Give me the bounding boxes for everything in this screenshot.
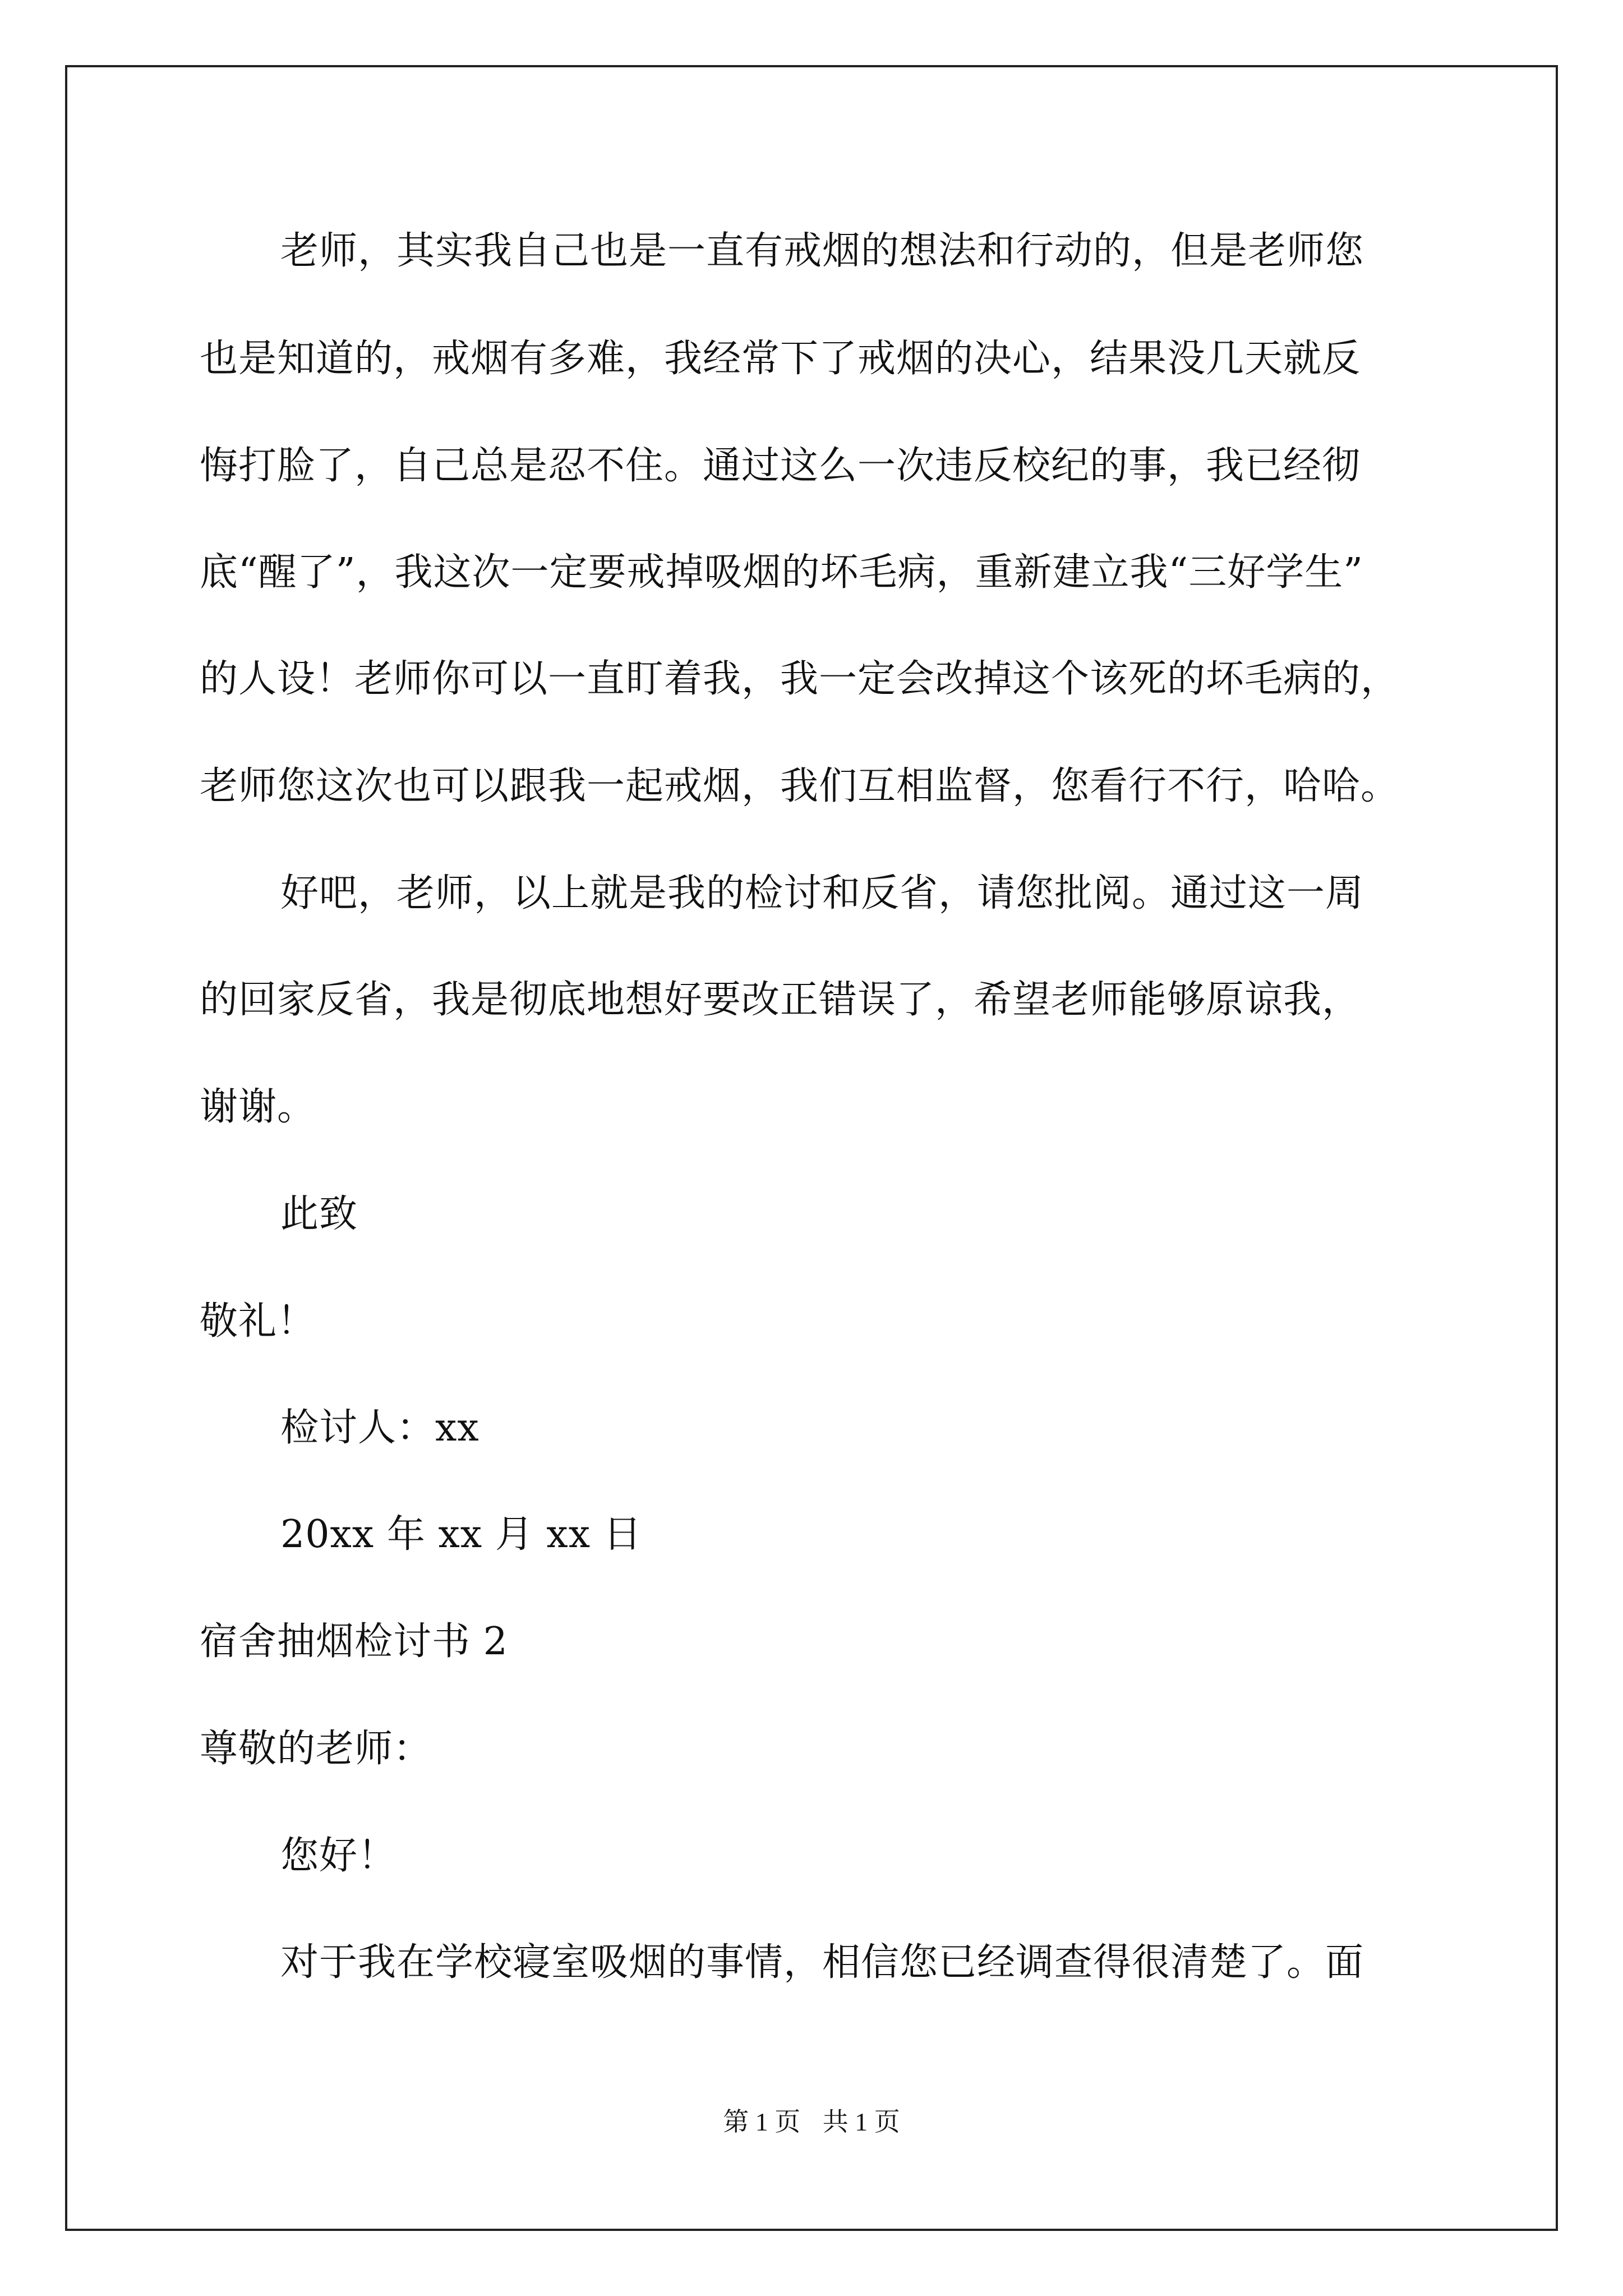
page-number-total: 共 1 页 <box>822 2108 900 2136</box>
paragraph-line: 也是知道的，戒烟有多难，我经常下了戒烟的决心，结果没几天就反 <box>200 337 1361 381</box>
paragraph-line: 老师，其实我自己也是一直有戒烟的想法和行动的，但是老师您 <box>280 229 1364 273</box>
paragraph-line: 好吧，老师，以上就是我的检讨和反省，请您批阅。通过这一周 <box>280 871 1364 915</box>
paragraph-line: 对于我在学校寝室吸烟的事情，相信您已经调查得很清楚了。面 <box>280 1940 1364 1985</box>
paragraph-line: 的回家反省，我是彻底地想好要改正错误了，希望老师能够原谅我， <box>200 978 1361 1022</box>
paragraph-line: 悔打脸了，自己总是忍不住。通过这么一次违反校纪的事，我已经彻 <box>200 444 1361 488</box>
signature-line: 检讨人：xx <box>280 1406 479 1450</box>
paragraph-line: 谢谢。 <box>200 1085 316 1129</box>
salutation-line: 敬礼！ <box>200 1299 316 1343</box>
page-footer <box>0 2105 1623 2139</box>
closing-line: 此致 <box>280 1192 358 1236</box>
greeting-line: 您好！ <box>280 1834 397 1878</box>
date-line: 20xx 年 xx 月 xx 日 <box>280 1512 642 1557</box>
page-number-current: 第 1 页 <box>723 2108 801 2136</box>
greeting-line: 尊敬的老师： <box>200 1727 432 1771</box>
section-title: 宿舍抽烟检讨书 2 <box>200 1619 508 1664</box>
paragraph-line: 底“醒了”，我这次一定要戒掉吸烟的坏毛病，重新建立我“三好学生” <box>200 550 1364 595</box>
page-border <box>65 65 1558 2231</box>
paragraph-line: 的人设！老师你可以一直盯着我，我一定会改掉这个该死的坏毛病的， <box>200 657 1400 701</box>
paragraph-line: 老师您这次也可以跟我一起戒烟，我们互相监督，您看行不行，哈哈。 <box>200 764 1400 808</box>
